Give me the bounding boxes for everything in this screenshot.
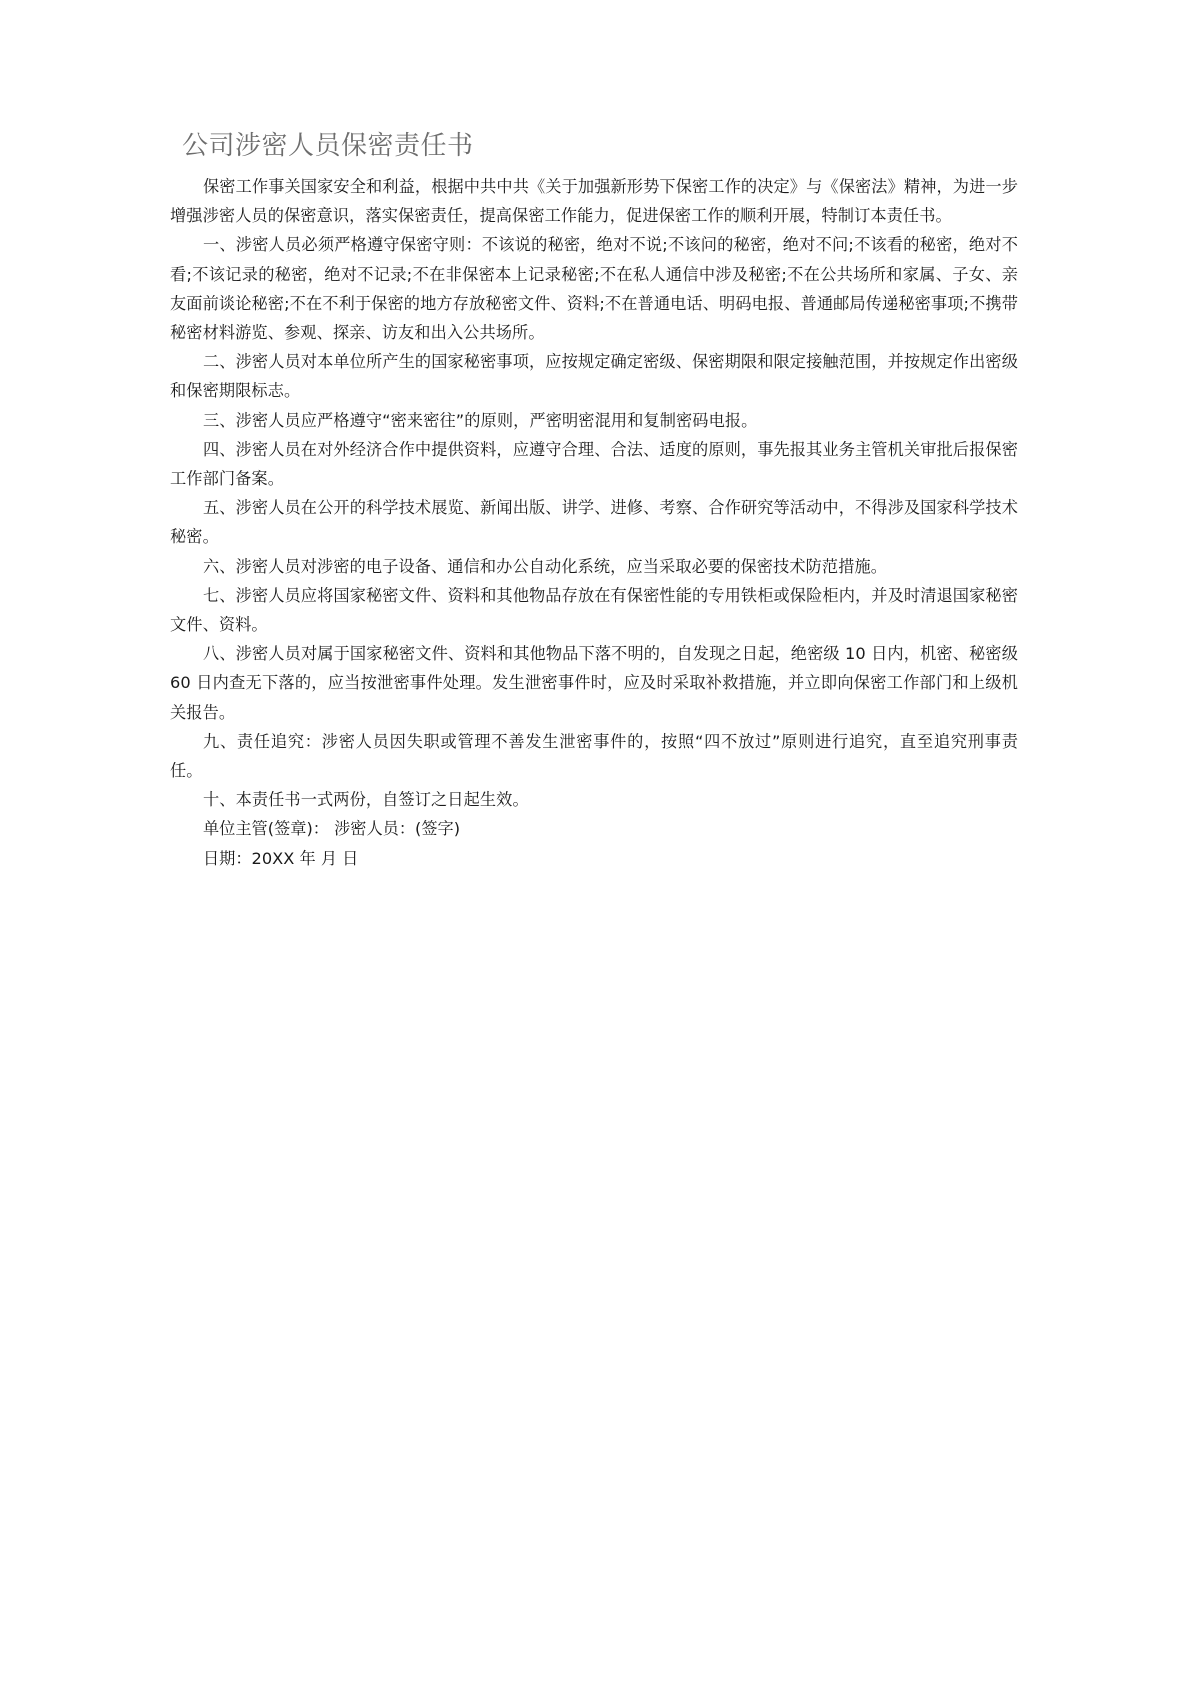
paragraph-intro: 保密工作事关国家安全和利益，根据中共中共《关于加强新形势下保密工作的决定》与《保密法》精神，为进一步增强涉密人员的保密意识，落实保密责任，提高保密工作能力，促进保密工作的顺利开展，特制订本责任书。 (170, 177, 1018, 226)
paragraph-clause-6: 六、涉密人员对涉密的电子设备、通信和办公自动化系统，应当采取必要的保密技术防范措施。 (203, 556, 888, 576)
paragraph-clause-7: 七、涉密人员应将国家秘密文件、资料和其他物品存放在有保密性能的专用铁柜或保险柜内，并及时清退国家秘密文件、资料。 (170, 585, 1018, 635)
signature-line-date: 日期：20XX 年 月 日 (203, 848, 359, 868)
paragraph-clause-1: 一、涉密人员必须严格遵守保密守则：不该说的秘密，绝对不说;不该问的秘密，绝对不问;不该看的秘密，绝对不看;不该记录的秘密，绝对不记录;不在非保密本上记录秘密;不在私人通信中涉及秘密;不在公共场所和家属、子女、亲友面前谈论秘密;不在不利于保密的地方存放秘密文件、资料;不在普通电话、明码电报、普通邮局传递秘密事项;不携带秘密材料游览、参观、探亲、访友和出入公共场所。 (170, 235, 1018, 343)
paragraph-clause-8: 八、涉密人员对属于国家秘密文件、资料和其他物品下落不明的，自发现之日起，绝密级 10 日内，机密、秘密级 60 日内查无下落的，应当按泄密事件处理。发生泄密事件时，应及时采取补救措施，并立即向保密工作部门和上级机关报告。 (170, 644, 1018, 722)
paragraph-clause-10: 十、本责任书一式两份，自签订之日起生效。 (203, 790, 529, 810)
document-content (170, 128, 1018, 873)
page-title: 公司涉密人员保密责任书 (182, 131, 474, 161)
paragraph-clause-4: 四、涉密人员在对外经济合作中提供资料，应遵守合理、合法、适度的原则，事先报其业务主管机关审批后报保密工作部门备案。 (170, 439, 1018, 489)
paragraph-clause-9: 九、责任追究：涉密人员因失职或管理不善发生泄密事件的，按照“四不放过”原则进行追究，直至追究刑事责任。 (170, 731, 1018, 781)
paragraph-clause-5: 五、涉密人员在公开的科学技术展览、新闻出版、讲学、进修、考察、合作研究等活动中，不得涉及国家科学技术秘密。 (170, 498, 1018, 547)
signature-line-supervisor: 单位主管(签章)： 涉密人员：(签字) (203, 819, 461, 839)
paragraph-clause-2: 二、涉密人员对本单位所产生的国家秘密事项，应按规定确定密级、保密期限和限定接触范围，并按规定作出密级和保密期限标志。 (170, 352, 1018, 401)
paragraph-clause-3: 三、涉密人员应严格遵守“密来密往”的原则，严密明密混用和复制密码电报。 (203, 410, 758, 430)
